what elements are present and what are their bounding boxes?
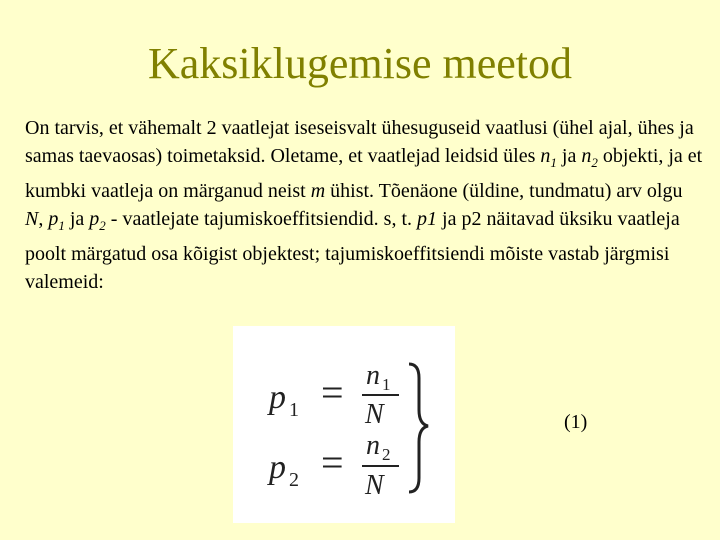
paragraph-run: ja [64, 208, 90, 230]
paragraph-run: ja [556, 145, 582, 167]
body-paragraph [25, 114, 705, 296]
formula-image [233, 326, 455, 523]
paragraph-run: ja p2 näitavad üksiku vaatleja poolt märgatud osa kõigist objektest; tajumiskoeffitsiendi mõiste vastab järgmisi valemeid: [25, 208, 680, 293]
paragraph-run: 2 [99, 218, 106, 233]
paragraph-run: On tarvis, et vähemalt 2 vaatlejat iseseisvalt ühesuguseid vaatlusi (ühel ajal, ühes ja samas taevaosas) toimetaksid. Oletame, et vaatlejad leidsid üles [25, 117, 694, 167]
equation-number: (1) [564, 411, 588, 433]
formula-svg [233, 326, 455, 523]
paragraph-run: 2 [591, 155, 598, 170]
paragraph-run: 1 [550, 155, 557, 170]
paragraph-run: p [48, 208, 59, 230]
eq2-lhs: p [269, 449, 286, 486]
paragraph-run: n [581, 145, 592, 167]
paragraph-run: n [540, 145, 551, 167]
paragraph-run: - vaatlejate tajumiskoeffitsiendid. s, t. [105, 208, 418, 230]
paragraph-run: 1 [58, 218, 65, 233]
eq2-lhs-sub: 2 [289, 469, 299, 491]
eq1-lhs-sub: 1 [289, 399, 299, 421]
eq1-num-sub: 1 [382, 375, 391, 394]
right-brace [409, 364, 428, 492]
eq1-num: n [366, 360, 380, 391]
paragraph-run: , [38, 208, 49, 230]
eq1-lhs: p [269, 379, 286, 416]
paragraph-run: m [310, 180, 326, 202]
paragraph-run: N [25, 208, 39, 230]
paragraph-run: p1 [417, 208, 438, 230]
paragraph-run: objekti, ja et kumbki vaatleja on märganud neist [25, 145, 703, 202]
slide-title: Kaksiklugemise meetod [147, 39, 572, 88]
eq2-den: N [365, 470, 384, 501]
eq2-equals: = [321, 440, 344, 485]
paragraph-run: ühist. Tõenäone (üldine, tundmatu) arv olgu [325, 180, 683, 202]
eq1-equals: = [321, 370, 344, 415]
paragraph-run: p [89, 208, 100, 230]
eq1-den: N [365, 399, 384, 430]
eq2-num-sub: 2 [382, 445, 391, 464]
eq2-num: n [366, 430, 380, 461]
